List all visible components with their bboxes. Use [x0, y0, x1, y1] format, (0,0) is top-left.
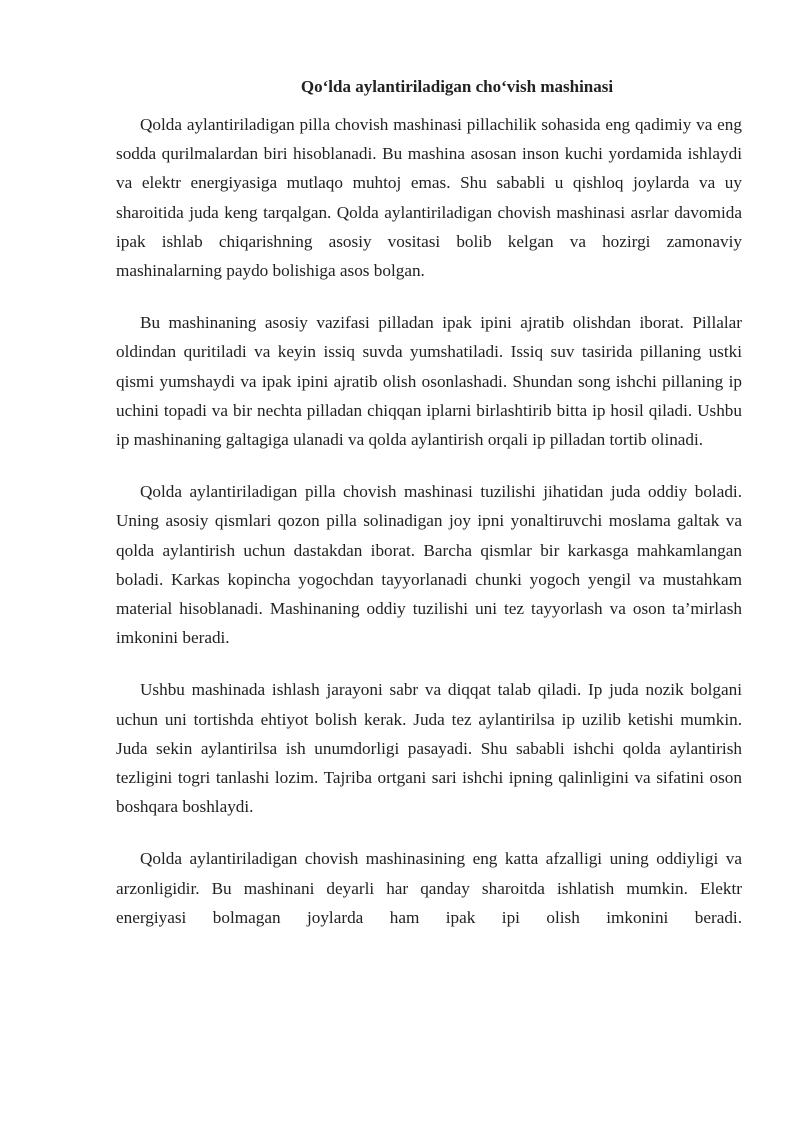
paragraph-1: Qolda aylantiriladigan pilla chovish mashinasi pillachilik sohasida eng qadimiy va eng sodda qurilmalardan biri hisoblanadi. Bu mashina asosan inson kuchi yordamida ishlaydi va elektr energiyasiga mutlaqo muhtoj emas. Shu sababli u qishloq joylarda va uy sharoitida juda keng tarqalgan. Qolda aylantiriladigan chovish mashinasi asrlar davomida ipak ishlab chiqarishning asosiy vositasi bolib kelgan va hozirgi zamonaviy mashinalarning paydo bolishiga asos bolgan.	[116, 115, 742, 281]
document-body	[116, 76, 742, 955]
document-title: Qo‘lda aylantiriladigan cho‘vish mashinasi	[300, 77, 614, 96]
paragraph-4: Ushbu mashinada ishlash jarayoni sabr va diqqat talab qiladi. Ip juda nozik bolgani uchun uni tortishda ehtiyot bolish kerak. Juda tez aylantirilsa ip uzilib ketishi mumkin. Juda sekin aylantirilsa ish unumdorligi pasayadi. Shu sababli ishchi qolda aylantirish tezligini togri tanlashi lozim. Tajriba ortgani sari ishchi ipning qalinligini va sifatini oson boshqara boshlaydi.	[116, 680, 742, 817]
paragraph-5: Qolda aylantiriladigan chovish mashinasining eng katta afzalligi uning oddiyligi va arzonligidir. Bu mashinani deyarli har qanday sharoitda ishlatish mumkin. Elektr energiyasi bolmagan joylarda ham ipak ipi olish imkonini beradi.	[116, 849, 742, 927]
paragraph-2: Bu mashinaning asosiy vazifasi pilladan ipak ipini ajratib olishdan iborat. Pillalar oldindan quritiladi va keyin issiq suvda yumshatiladi. Issiq suv tasirida pillaning ustki qismi yumshaydi va ipak ipini ajratib olish osonlashadi. Shundan song ishchi pillaning ip uchini topadi va bir nechta pilladan chiqqan iplarni birlashtirib bitta ip hosil qiladi. Ushbu ip mashinaning galtagiga ulanadi va qolda aylantirish orqali ip pilladan tortib olinadi.	[116, 313, 742, 450]
paragraph-3: Qolda aylantiriladigan pilla chovish mashinasi tuzilishi jihatidan juda oddiy boladi. Uning asosiy qismlari qozon pilla solinadigan joy ipni yonaltiruvchi moslama galtak va qolda aylantirish uchun dastakdan iborat. Barcha qismlar bir karkasga mahkamlangan boladi. Karkas kopincha yogochdan tayyorlanadi chunki yogoch yengil va mustahkam material hisoblanadi. Mashinaning oddiy tuzilishi uni tez tayyorlash va oson ta’mirlash imkonini beradi.	[116, 482, 742, 648]
